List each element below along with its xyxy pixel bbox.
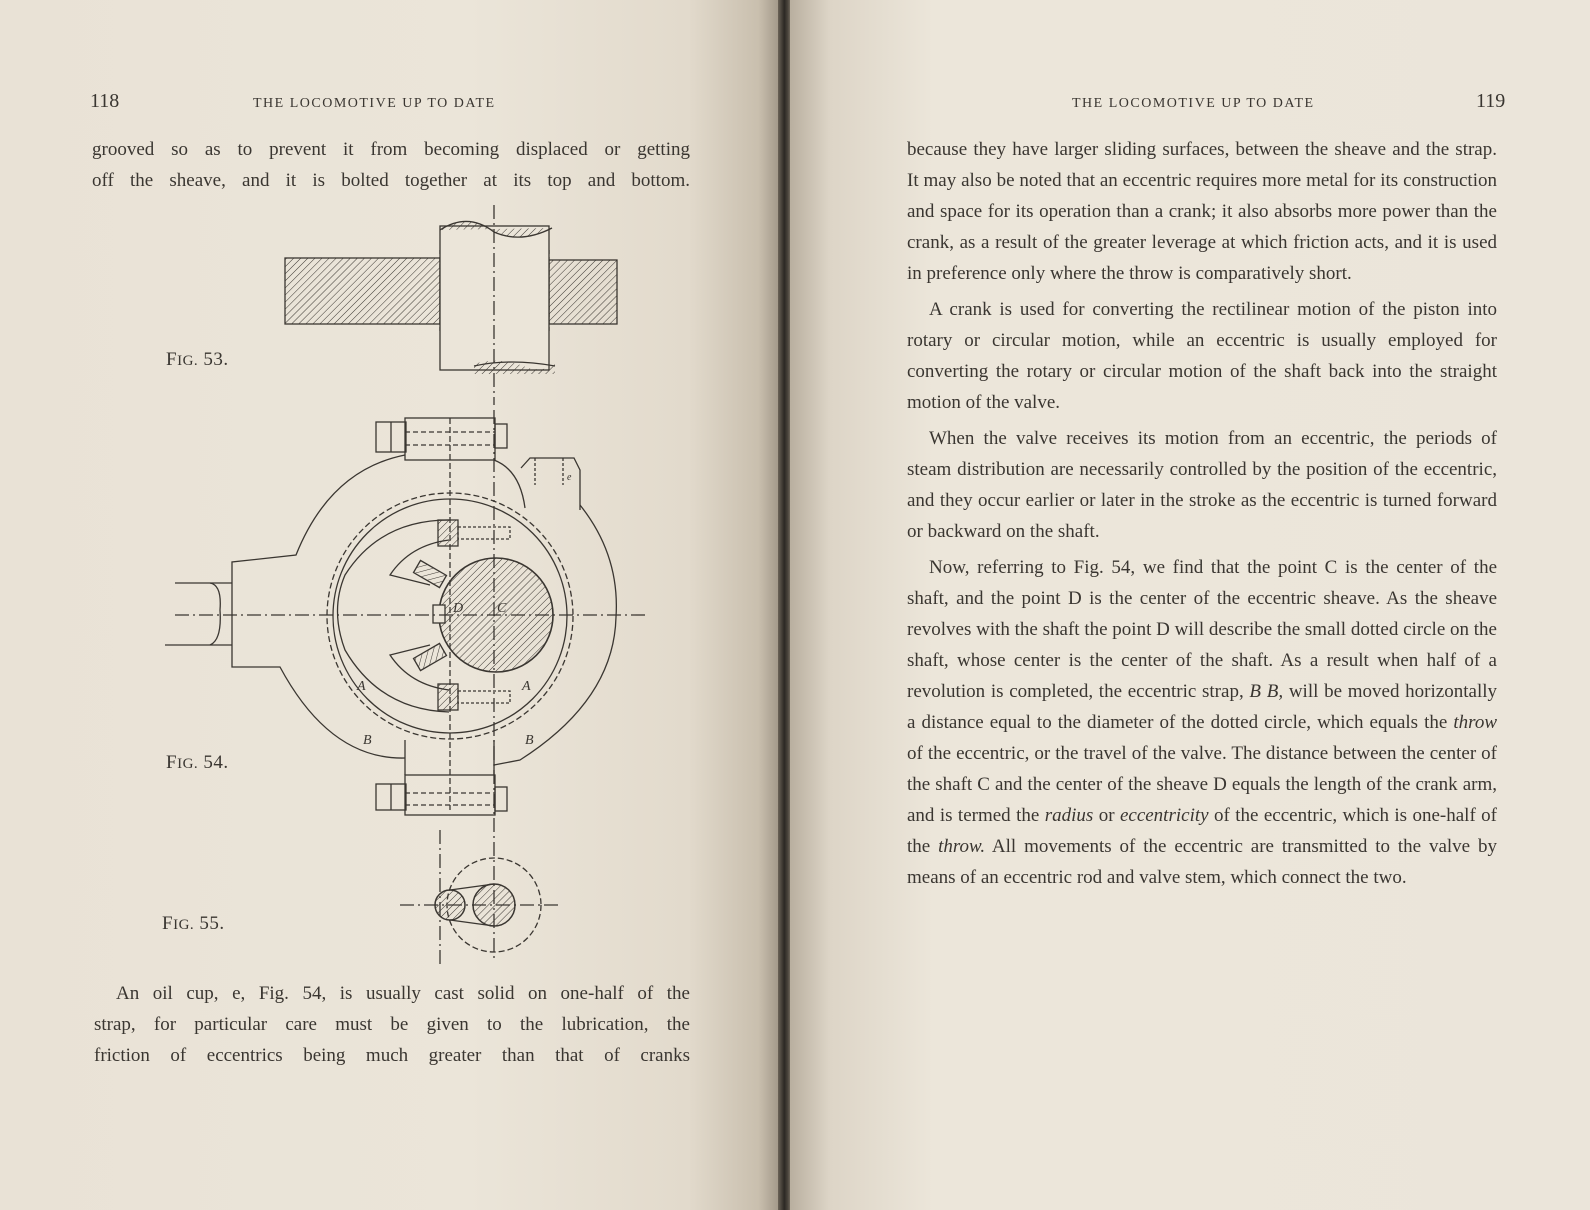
- paragraph: When the valve receives its motion from an eccentric, the periods of steam distribution are necessarily controlled by the position of the eccentric, and they occur earlier or later in the stroke as the eccentric is turned forward or backward on the shaft.: [907, 428, 1497, 542]
- paragraph: A crank is used for converting the rectilinear motion of the piston into rotary or circular motion, while an eccentric is usually employed for converting the rotary or circular motion of the shaft back into the straight motion of the valve.: [907, 299, 1497, 413]
- body-text: [907, 134, 1497, 893]
- label-D: D: [453, 601, 464, 616]
- text-line: grooved so as to prevent it from becoming displaced or getting: [92, 139, 690, 160]
- right-page: [790, 0, 1590, 1210]
- text-line: An oil cup, e, Fig. 54, is usually cast solid on one-half of the: [116, 983, 690, 1004]
- running-head: THE LOCOMOTIVE UP TO DATE: [1072, 96, 1315, 111]
- left-page: [0, 0, 782, 1210]
- page-number: 119: [1476, 90, 1506, 112]
- fig-53-label: FIG. 53.: [166, 349, 229, 370]
- label-B-left: B: [363, 733, 372, 748]
- fig-54-drawing: [165, 410, 645, 965]
- fig-55-label: FIG. 55.: [162, 913, 225, 934]
- running-head: THE LOCOMOTIVE UP TO DATE: [253, 96, 496, 111]
- fig-55-drawing: [400, 858, 560, 952]
- page-number: 118: [90, 90, 120, 112]
- text-line: off the sheave, and it is bolted together at its top and bottom.: [92, 170, 690, 191]
- label-A-right: A: [522, 679, 531, 694]
- label-B-right: B: [525, 733, 534, 748]
- text-line: friction of eccentrics being much greater than that of cranks: [94, 1045, 690, 1066]
- fig-54-label: FIG. 54.: [166, 752, 229, 773]
- label-e: e: [567, 472, 572, 483]
- paragraph: Now, referring to Fig. 54, we find that the point C is the center of the shaft, and the point D is the center of the eccentric sheave. As the sheave revolves with the shaft the point D will describe the small dotted circle on the shaft, whose center is the center of the shaft. As a result when half of a revolution is completed, the eccentric strap, B B, will be moved horizontally a distance equal to the diameter of the dotted circle, which equals the throw of the eccentric, or the travel of the valve. The distance between the center of the shaft C and the center of the sheave D equals the length of the crank arm, and is termed the radius or eccentricity of the eccentric, which is one-half of the throw. All movements of the eccentric are transmitted to the valve by means of an eccentric rod and valve stem, which connect the two.: [907, 557, 1498, 888]
- bottom-text: [94, 978, 690, 1071]
- label-C: C: [497, 601, 507, 616]
- label-A-left: A: [357, 679, 366, 694]
- text-line: strap, for particular care must be given to the lubrication, the: [94, 1014, 690, 1035]
- paragraph: because they have larger sliding surfaces, between the sheave and the strap. It may also be noted that an eccentric requires more metal for its construction and space for its operation than a crank; it also absorbs more power than the crank, as a result of the greater leverage at which friction acts, and it is used in preference only where the throw is comparatively short.: [907, 139, 1497, 284]
- fig-53-drawing: [285, 205, 617, 405]
